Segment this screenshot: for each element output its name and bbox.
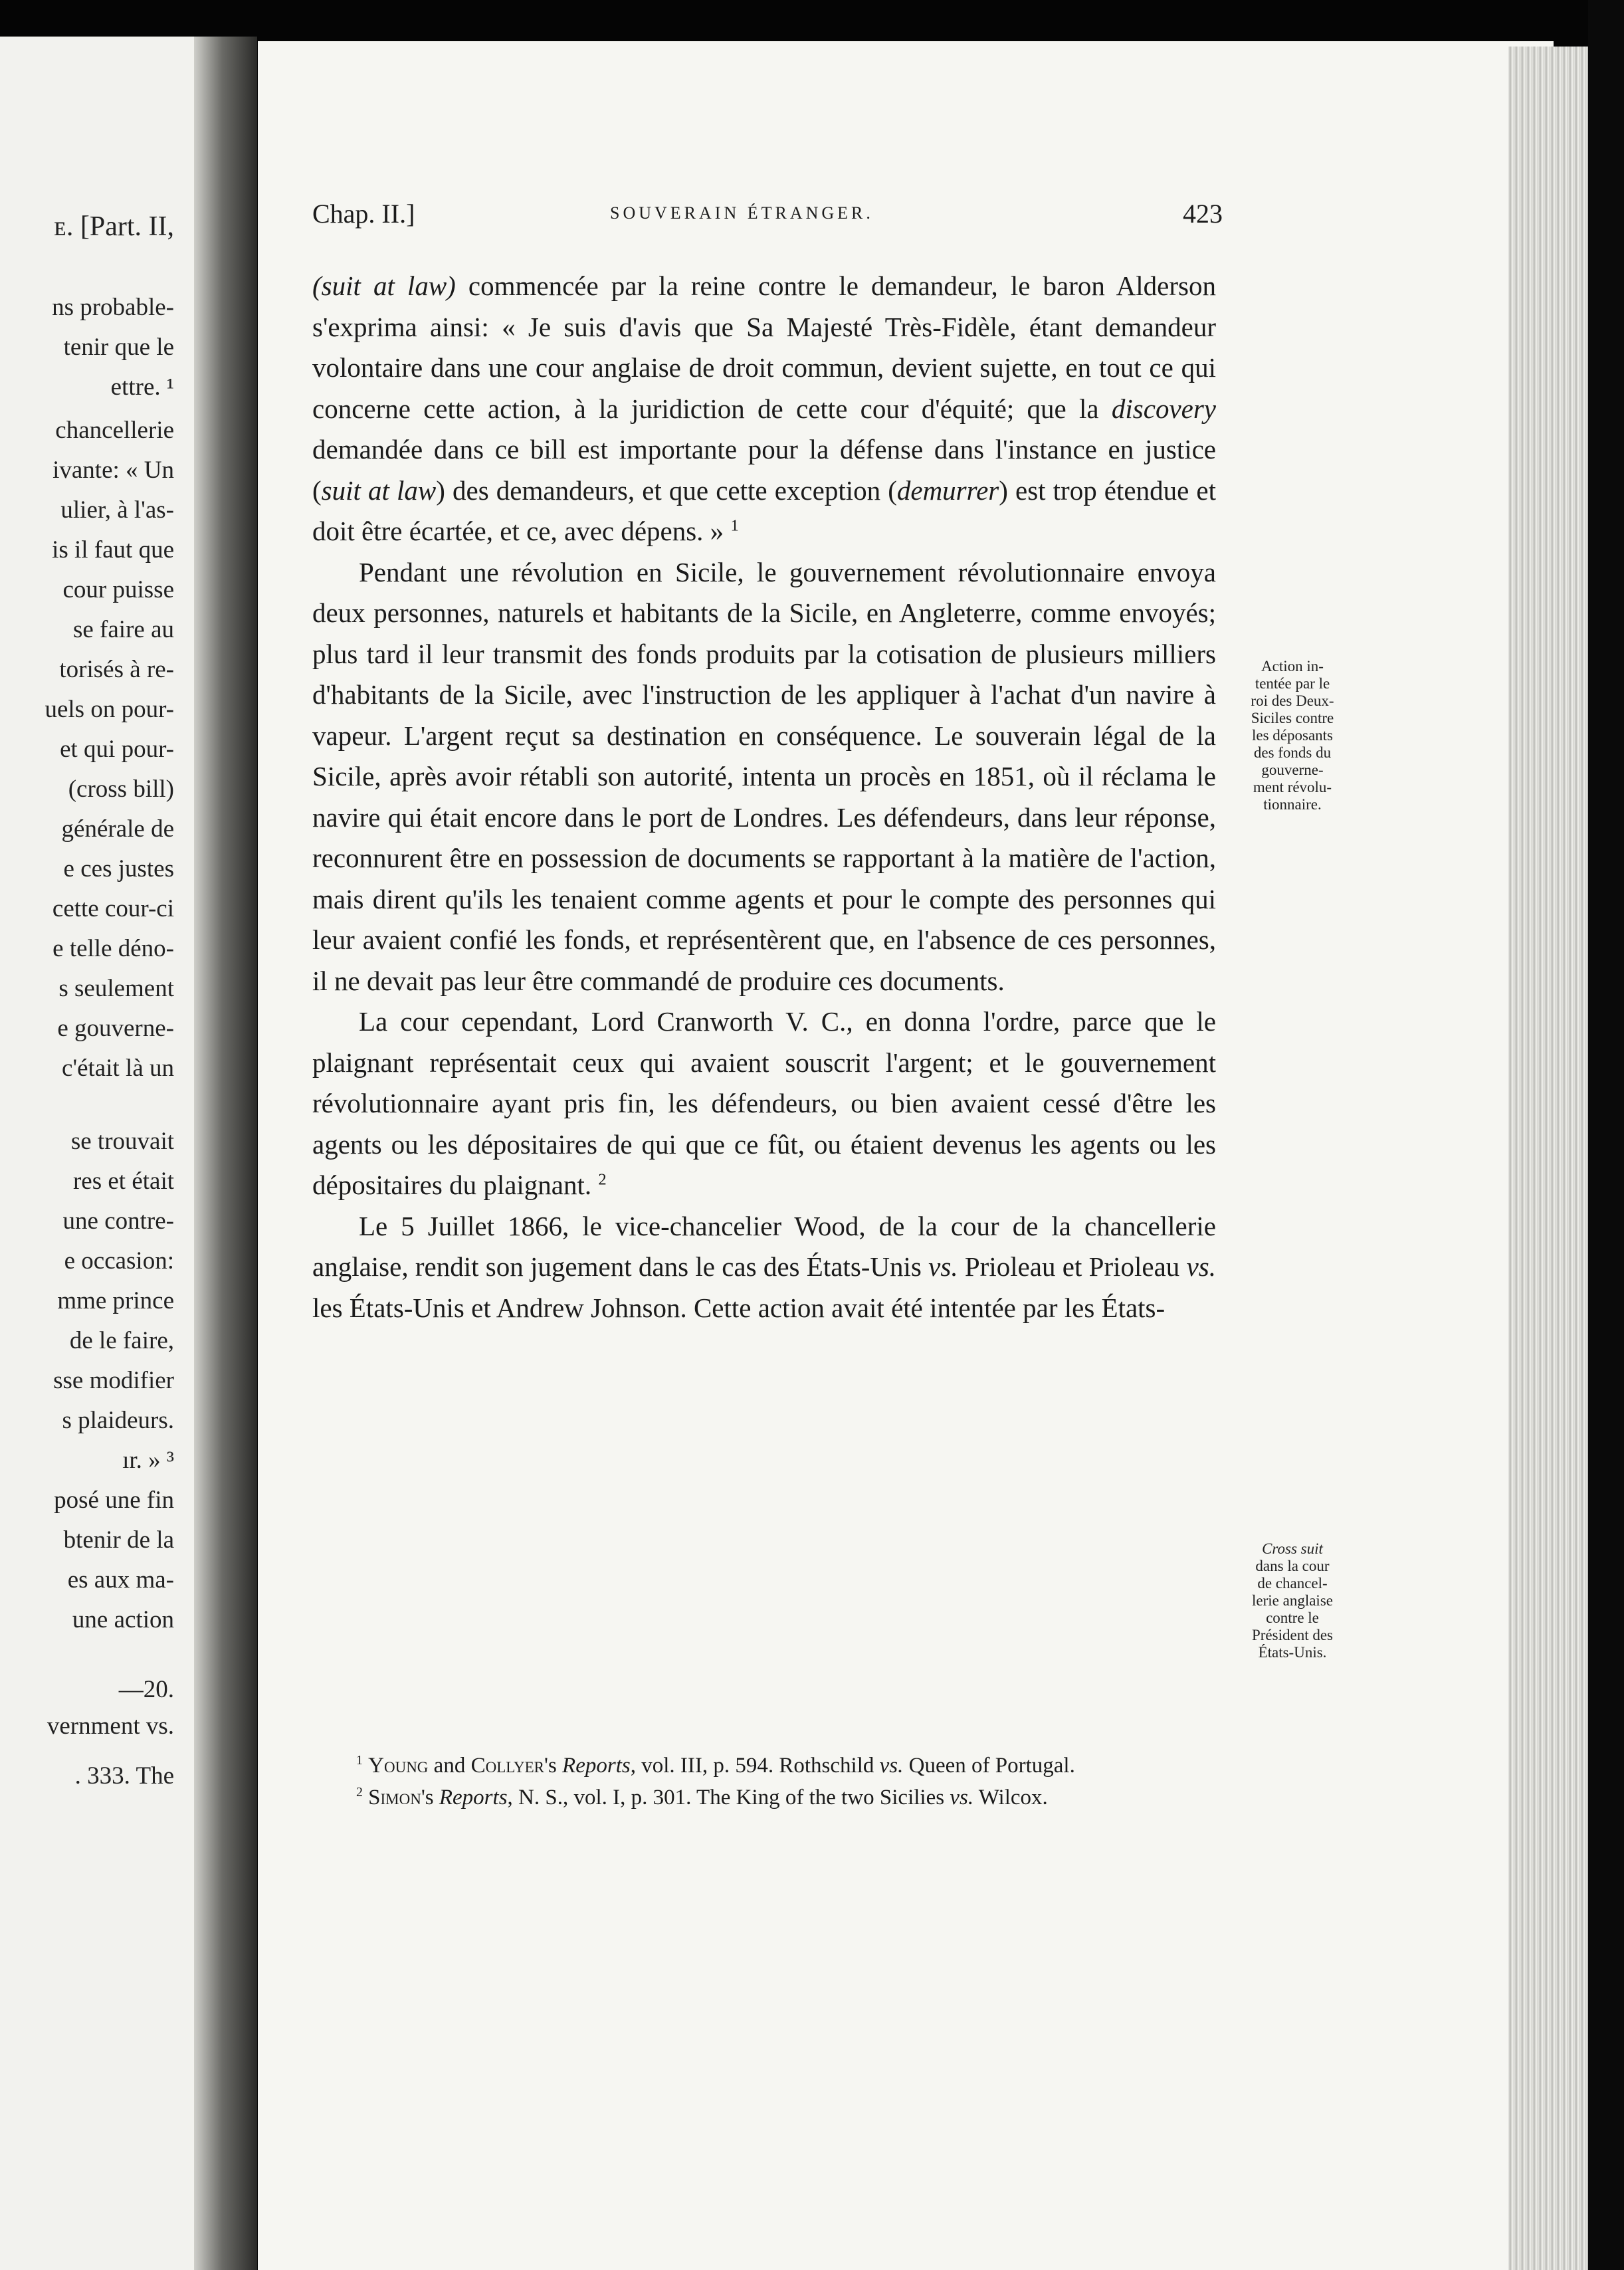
italic-term: vs. (928, 1251, 958, 1282)
text-run: , N. S., vol. I, p. 301. The King of the two Sicilies (507, 1786, 950, 1809)
left-page-line: ır. » ³ (122, 1447, 174, 1474)
margin-note-line: tionnaire. (1263, 796, 1322, 813)
left-page-line: uels on pour- (45, 696, 174, 723)
left-page-line: e occasion: (64, 1247, 174, 1275)
page-edges (1508, 47, 1588, 2270)
left-page-line: chancellerie (55, 417, 174, 444)
italic-term: Reports (562, 1754, 631, 1778)
left-page-line: une contre- (62, 1207, 174, 1235)
margin-note-line: des fonds du (1253, 744, 1332, 761)
text-run: 's (421, 1786, 439, 1809)
text-run: Queen of Portugal. (903, 1754, 1075, 1778)
margin-note-line: lerie anglaise (1252, 1592, 1333, 1609)
text-run: La cour cependant, Lord Cranworth V. C., en donna l'ordre, parce que le plaignant représentait ceux qui avaient souscrit l'argent; et le gouvernement révolutionnaire ayant pris fin, les défendeurs, ou bien avaient cessé d'être les agents ou les dépositaires de qui que ce fût, ou étaient devenus les agents ou les dépositaires du plaignant. (312, 1006, 1216, 1200)
author-name: Simon (368, 1786, 421, 1809)
italic-term: (suit at law) (312, 270, 456, 301)
left-page-line: vernment vs. (47, 1712, 174, 1740)
left-page-line: et qui pour- (60, 736, 174, 763)
margin-note-italic: Cross suit (1262, 1540, 1323, 1557)
left-page-line: posé une fin (54, 1487, 174, 1514)
left-page-line: ns probable- (52, 294, 174, 321)
left-page-line: se faire au (72, 616, 174, 643)
running-title: SOUVERAIN ÉTRANGER. (610, 203, 874, 223)
text-run: 's (544, 1754, 563, 1778)
author-name: Young (368, 1754, 429, 1778)
left-page-line: (cross bill) (68, 775, 174, 803)
left-page-line: torisés à re- (59, 656, 174, 683)
text-run: commencée par la reine contre le demandeur, le baron Alderson s'exprima ainsi: « Je suis d'avis que Sa Majesté Très-Fidèle, étant demandeur volontaire dans une cour anglaise de droit commun, devient sujette, en tout ce qui concerne cette action, à la juridiction de cette cour d'équité; que la (312, 270, 1216, 424)
left-page-line: e gouverne- (57, 1015, 174, 1042)
text-run: ) est trop étendue et doit être écartée, et ce, avec dépens. » (312, 474, 1216, 546)
margin-note-line: de chancel- (1257, 1575, 1328, 1592)
footnote-1 (312, 1750, 1216, 1782)
italic-term: discovery (1111, 393, 1216, 424)
margin-note-line: États-Unis. (1258, 1644, 1327, 1661)
margin-note-line: Président des (1251, 1627, 1333, 1643)
left-page-line: générale de (61, 815, 174, 843)
margin-note-line: tentée par le (1255, 675, 1330, 692)
body-text (312, 266, 1216, 1328)
text-run: and (428, 1754, 471, 1778)
italic-term: vs. (1186, 1251, 1216, 1282)
margin-note-line: dans la cour (1255, 1558, 1330, 1574)
margin-note-cross-suit (1216, 1540, 1369, 1661)
left-page-line: s plaideurs. (62, 1407, 174, 1434)
author-name: Collyer (470, 1754, 544, 1778)
left-page-line: ᴇ. [Part. II, (54, 211, 174, 242)
running-head (312, 198, 1223, 238)
margin-note-action (1216, 658, 1369, 813)
left-page-line: res et était (72, 1168, 174, 1195)
left-page-line: sse modifier (53, 1367, 174, 1394)
chapter-label: Chap. II.] (312, 199, 415, 229)
left-page-line: cette cour-ci (52, 895, 174, 922)
paragraph-4 (312, 1206, 1216, 1329)
footnote-number: 1 (356, 1753, 363, 1768)
page-number: 423 (1183, 199, 1223, 229)
footnote-number: 2 (356, 1785, 363, 1800)
margin-note-line: les déposants (1251, 727, 1333, 744)
footnote-ref: 1 (730, 516, 739, 535)
left-page-line: —20. (118, 1676, 174, 1703)
scan-border (1588, 0, 1624, 2270)
footnote-2 (312, 1782, 1216, 1813)
left-page-line: ettre. ¹ (110, 373, 174, 401)
left-page-line: ulier, à l'as- (60, 496, 174, 524)
left-page-line: s seulement (58, 975, 174, 1002)
left-page-line: tenir que le (63, 334, 174, 361)
left-page-line: une action (72, 1606, 174, 1633)
left-page-line: es aux ma- (67, 1566, 174, 1594)
text-run: Prioleau et Prioleau (958, 1251, 1187, 1282)
left-page-line: mme prince (57, 1287, 174, 1314)
paragraph-3 (312, 1001, 1216, 1206)
left-page-line: is il faut que (52, 536, 174, 564)
left-page-line: c'était là un (62, 1055, 174, 1082)
italic-term: suit at law (321, 474, 437, 506)
margin-note-line: ment révolu- (1253, 779, 1332, 795)
text-run: demandée dans ce bill est importante pour la défense dans l'instance en justice ( (312, 434, 1216, 506)
paragraph-2: Pendant une révolution en Sicile, le gouvernement révolutionnaire envoya deux personnes, naturels et habitants de la Sicile, en Angleterre, comme envoyés; plus tard il leur transmit des fonds produits par la cotisation de plusieurs milliers d'habitants de la Sicile, avec l'instruction de les appliquer à l'achat d'un navire à vapeur. L'argent reçut sa destination en conséquence. Le souverain légal de la Sicile, après avoir rétabli son autorité, intenta un procès en 1851, où il réclama le navire qui était encore dans le port de Londres. Les défendeurs, dans leur réponse, reconnurent être en possession de documents se rapportant à la matière de l'action, mais dirent qu'ils les tenaient comme agents et pour le compte des personnes qui leur avaient confié les fonds, et représentèrent que, en l'absence de ces personnes, il ne devait pas leur être commandé de produire ces documents. (312, 556, 1216, 996)
left-page-line: de le faire, (69, 1327, 174, 1354)
text-run: , vol. III, p. 594. Rothschild (630, 1754, 880, 1778)
left-page-line: btenir de la (63, 1526, 174, 1554)
left-page-line: . 333. The (74, 1762, 174, 1790)
text-run: Wilcox. (973, 1786, 1048, 1809)
left-page-line: cour puisse (62, 576, 174, 603)
book-gutter (194, 37, 257, 2270)
left-page-line: se trouvait (70, 1128, 174, 1155)
left-page-line: ivante: « Un (52, 457, 174, 484)
italic-term: demurrer (896, 474, 999, 506)
margin-note-line: Siciles contre (1251, 710, 1334, 726)
text-run: les États-Unis et Andrew Johnson. Cette action avait été intentée par les États- (312, 1292, 1166, 1323)
text-run: ) des demandeurs, et que cette exception ( (436, 474, 897, 506)
text-run: Le 5 Juillet 1866, le vice-chancelier Wood, de la cour de la chancellerie anglaise, rendit son jugement dans le cas des États-Unis (312, 1210, 1216, 1282)
italic-term: vs. (879, 1754, 904, 1778)
footnote-ref: 2 (598, 1170, 607, 1189)
margin-note-line: gouverne- (1261, 762, 1324, 778)
left-page-line: e telle déno- (52, 935, 174, 962)
italic-term: vs. (950, 1786, 974, 1809)
paragraph-1 (312, 266, 1216, 552)
margin-note-line: roi des Deux- (1251, 692, 1334, 709)
margin-note-line: contre le (1266, 1609, 1319, 1626)
footnotes (312, 1750, 1216, 1813)
left-page-line: e ces justes (63, 855, 174, 882)
margin-note-lines (1216, 1558, 1369, 1661)
margin-note-line: Action in- (1261, 658, 1324, 674)
italic-term: Reports (439, 1786, 508, 1809)
